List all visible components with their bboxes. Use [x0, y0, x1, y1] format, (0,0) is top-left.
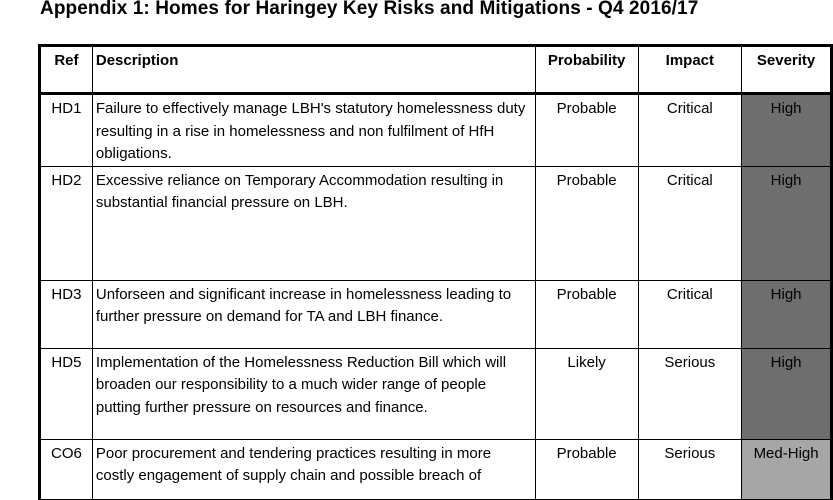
column-header-probability: Probability — [535, 46, 638, 94]
column-header-description: Description — [92, 46, 535, 94]
cell-severity: High — [742, 280, 832, 348]
column-header-severity: Severity — [742, 46, 832, 94]
cell-severity: High — [742, 348, 832, 439]
table-row — [40, 348, 832, 439]
cell-impact: Serious — [638, 348, 742, 439]
cell-severity: High — [742, 166, 832, 280]
cell-description: Poor procurement and tendering practices resulting in more costly engagement of supply chain and possible breach of — [92, 439, 535, 499]
cell-probability: Likely — [535, 348, 638, 439]
risk-table — [38, 44, 833, 500]
cell-ref: CO6 — [40, 439, 93, 499]
cell-description: Unforseen and significant increase in homelessness leading to further pressure on demand for TA and LBH finance. — [92, 280, 535, 348]
cell-ref: HD5 — [40, 348, 93, 439]
cell-impact: Critical — [638, 280, 742, 348]
cell-description: Excessive reliance on Temporary Accommodation resulting in substantial financial pressure on LBH. — [92, 166, 535, 280]
table-row — [40, 94, 832, 167]
table-row — [40, 280, 832, 348]
table-row — [40, 166, 832, 280]
cell-probability: Probable — [535, 280, 638, 348]
cell-severity: High — [742, 94, 832, 167]
cell-impact: Serious — [638, 439, 742, 499]
cell-probability: Probable — [535, 439, 638, 499]
table-row — [40, 439, 832, 499]
cell-ref: HD1 — [40, 94, 93, 167]
column-header-ref: Ref — [40, 46, 93, 94]
table-header-row — [40, 46, 832, 94]
cell-impact: Critical — [638, 94, 742, 167]
column-header-impact: Impact — [638, 46, 742, 94]
page-title: Appendix 1: Homes for Haringey Key Risks and Mitigations - Q4 2016/17 — [40, 0, 699, 19]
cell-description: Failure to effectively manage LBH's statutory homelessness duty resulting in a rise in homelessness and non fulfilment of HfH obligations. — [92, 94, 535, 167]
cell-probability: Probable — [535, 94, 638, 167]
cell-description: Implementation of the Homelessness Reduction Bill which will broaden our responsibility to a much wider range of people putting further pressure on resources and finance. — [92, 348, 535, 439]
cell-ref: HD2 — [40, 166, 93, 280]
cell-probability: Probable — [535, 166, 638, 280]
cell-ref: HD3 — [40, 280, 93, 348]
cell-impact: Critical — [638, 166, 742, 280]
cell-severity: Med-High — [742, 439, 832, 499]
